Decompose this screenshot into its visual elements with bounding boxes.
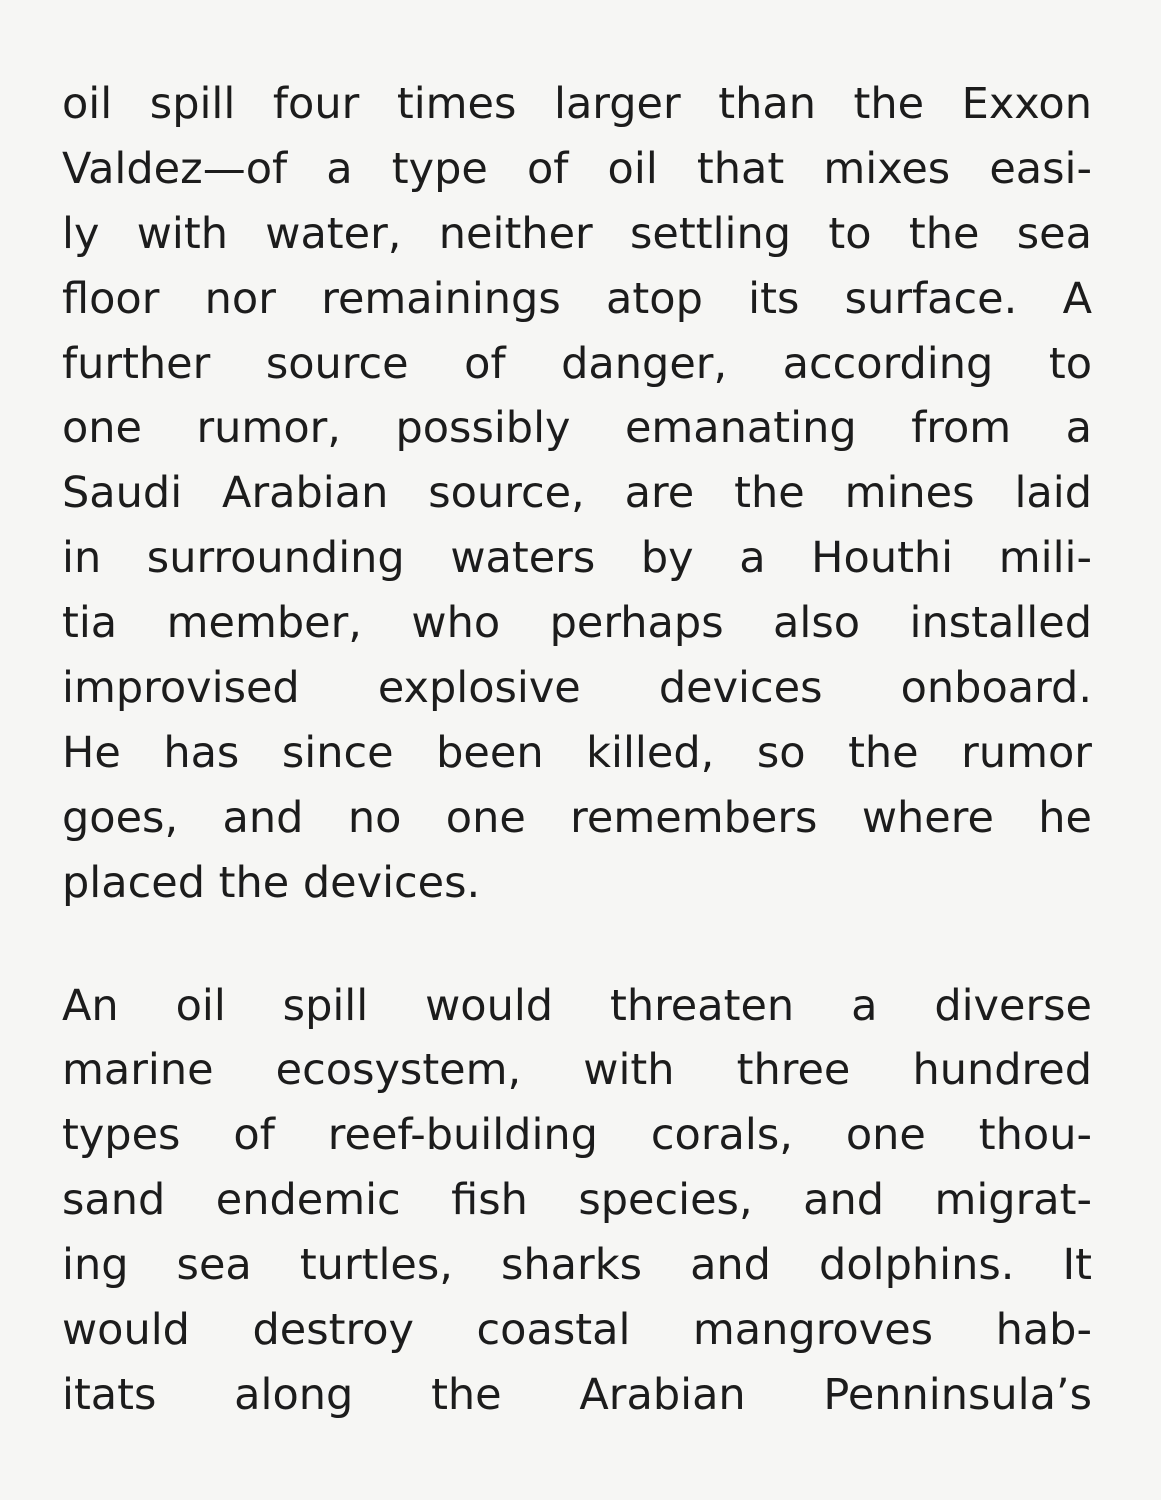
text-line: oil spill four times larger than the Exxon (62, 79, 1092, 129)
text-line: improvised explosive devices onboard. (62, 663, 1092, 714)
text-line: in surrounding waters by a Houthi mili- (62, 533, 1092, 584)
paragraph-spacer (62, 916, 1092, 974)
text-line: ly with water, neither settling to the sea (62, 208, 1092, 259)
paragraph-1 (62, 72, 1092, 916)
text-line: floor nor remainings atop its surface. A (62, 273, 1092, 324)
text-line: goes, and no one remembers where he (62, 792, 1092, 843)
document-page (62, 72, 1092, 1428)
text-line: types of reef-building corals, one thou- (62, 1110, 1092, 1161)
text-line: ing sea turtles, sharks and dolphins. It (62, 1240, 1092, 1291)
text-line: further source of danger, according to (62, 338, 1092, 389)
text-line: tia member, who perhaps also installed (62, 598, 1092, 649)
text-line: Valdez—of a type of oil that mixes easi- (62, 143, 1092, 194)
text-line: He has since been killed, so the rumor (62, 727, 1092, 778)
text-line: sand endemic fish species, and migrat- (62, 1175, 1092, 1226)
text-line: one rumor, possibly emanating from a (62, 403, 1092, 454)
text-line: would destroy coastal mangroves hab- (62, 1305, 1092, 1356)
text-line: marine ecosystem, with three hundred (62, 1045, 1092, 1096)
text-line: An oil spill would threaten a diverse (62, 980, 1092, 1031)
text-line: Saudi Arabian source, are the mines laid (62, 468, 1092, 519)
text-line: itats along the Arabian Penninsula’s (62, 1369, 1092, 1420)
paragraph-2 (62, 974, 1092, 1428)
text-line: placed the devices. (62, 857, 481, 908)
